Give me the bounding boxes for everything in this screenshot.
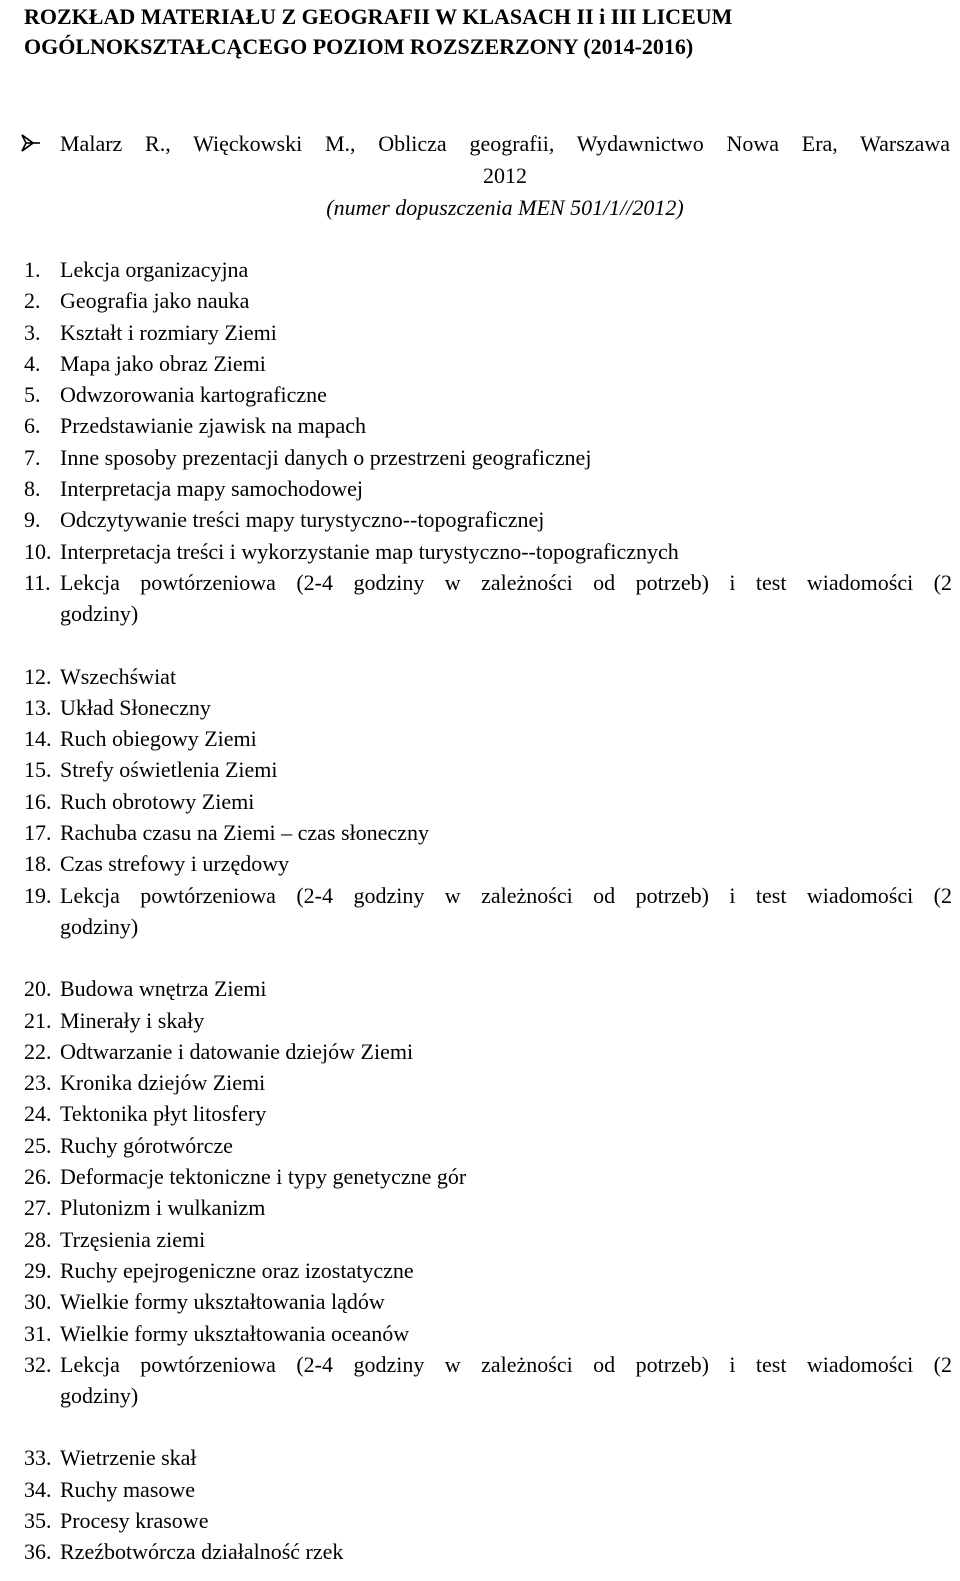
lesson-number: 6.: [24, 413, 41, 439]
lesson-text: Odwzorowania kartograficzne: [60, 382, 327, 408]
lesson-item: [24, 1098, 952, 1129]
lesson-number: 9.: [24, 507, 41, 533]
lesson-text: Tektonika płyt litosfery: [60, 1101, 267, 1127]
lesson-item: [24, 1036, 952, 1067]
lesson-text: Wietrzenie skał: [60, 1445, 197, 1471]
lesson-number: 28.: [24, 1226, 52, 1252]
lesson-text: Plutonizm i wulkanizm: [60, 1195, 266, 1221]
lesson-text: Inne sposoby prezentacji danych o przestrzeni geograficznej: [60, 444, 592, 470]
textbook-source: [20, 128, 950, 224]
lesson-number: 26.: [24, 1164, 52, 1190]
lesson-item: [24, 1286, 952, 1317]
lesson-item: [24, 1474, 952, 1505]
lesson-item: [24, 692, 952, 723]
source-citation: Malarz R., Więckowski M., Oblicza geografii, Wydawnictwo Nowa Era, Warszawa: [60, 131, 950, 156]
lesson-text: [60, 1349, 952, 1412]
lesson-text: Ruch obiegowy Ziemi: [60, 726, 257, 752]
lesson-item: [24, 504, 952, 535]
lesson-item: [24, 442, 952, 473]
source-text: [60, 128, 950, 224]
lesson-item: [24, 1255, 952, 1286]
lesson-text: Odtwarzanie i datowanie dziejów Ziemi: [60, 1038, 414, 1064]
lesson-number: 25.: [24, 1132, 52, 1158]
title-line-2: OGÓLNOKSZTAŁCĄCEGO POZIOM ROZSZERZONY (2014-2016): [24, 34, 694, 59]
lesson-item: [24, 1224, 952, 1255]
lesson-text: Lekcja organizacyjna: [60, 257, 249, 282]
lesson-item: [24, 817, 952, 848]
lesson-number: 10.: [24, 538, 52, 564]
lesson-number: 36.: [24, 1539, 52, 1565]
lesson-text: Rzeźbotwórcza działalność rzek: [60, 1539, 344, 1565]
source-year: 2012: [483, 163, 527, 188]
lesson-item: [24, 379, 952, 410]
lesson-number: 5.: [24, 382, 41, 408]
lesson-text: Kronika dziejów Ziemi: [60, 1070, 266, 1096]
lesson-text: Procesy krasowe: [60, 1507, 209, 1533]
lesson-number: 24.: [24, 1101, 52, 1127]
lesson-text: [60, 567, 952, 630]
lesson-number: 35.: [24, 1507, 52, 1533]
lesson-number: 30.: [24, 1289, 52, 1315]
lesson-text: Wielkie formy ukształtowania lądów: [60, 1289, 385, 1315]
lesson-item: [24, 1192, 952, 1223]
lesson-number: 3.: [24, 319, 41, 345]
lesson-text: Odczytywanie treści mapy turystyczno--topograficznej: [60, 507, 545, 533]
lesson-item: [24, 348, 952, 379]
lesson-text: Układ Słoneczny: [60, 694, 211, 720]
lesson-number: 22.: [24, 1038, 52, 1064]
lesson-text: Wielkie formy ukształtowania oceanów: [60, 1320, 410, 1346]
lesson-item: [24, 754, 952, 785]
lesson-text: Ruchy masowe: [60, 1476, 196, 1502]
lesson-text: Mapa jako obraz Ziemi: [60, 350, 266, 376]
lesson-number: 8.: [24, 476, 41, 502]
lesson-item: [24, 1067, 952, 1098]
source-approval-number: (numer dopuszczenia MEN 501/1//2012): [326, 195, 684, 220]
lesson-item: [24, 473, 952, 504]
lesson-item: [24, 1442, 952, 1473]
lesson-item: [24, 1536, 952, 1567]
lesson-number: 17.: [24, 820, 52, 846]
lesson-number: 29.: [24, 1257, 52, 1283]
lesson-item: [24, 723, 952, 754]
lesson-item: [24, 567, 952, 630]
lesson-text-line-2: godziny): [60, 601, 139, 627]
lesson-number: 19.: [24, 882, 52, 908]
lesson-number: 31.: [24, 1320, 52, 1346]
lesson-item: [24, 880, 952, 943]
lesson-number: 4.: [24, 350, 41, 376]
lesson-number: 2.: [24, 288, 41, 314]
lesson-number: 14.: [24, 726, 52, 752]
lesson-item: [24, 661, 952, 692]
lesson-text: Wszechświat: [60, 663, 177, 689]
lesson-text: Trzęsienia ziemi: [60, 1226, 206, 1252]
lesson-number: 27.: [24, 1195, 52, 1221]
lesson-text: Ruch obrotowy Ziemi: [60, 788, 255, 814]
lesson-number: 15.: [24, 757, 52, 783]
title-line-1: ROZKŁAD MATERIAŁU Z GEOGRAFII W KLASACH II i III LICEUM: [24, 4, 733, 29]
lesson-text-line-1: Lekcja powtórzeniowa (2-4 godziny w zależności od potrzeb) i test wiadomości (2: [60, 1351, 952, 1377]
lesson-item: [24, 848, 952, 879]
lesson-number: 11.: [24, 569, 51, 595]
lesson-number: 13.: [24, 694, 52, 720]
lesson-text: [60, 880, 952, 943]
lesson-item: [24, 410, 952, 441]
lesson-text-line-1: Lekcja powtórzeniowa (2-4 godziny w zależności od potrzeb) i test wiadomości (2: [60, 569, 952, 595]
lesson-text: Ruchy górotwórcze: [60, 1132, 233, 1158]
lesson-number: 12.: [24, 663, 52, 689]
lesson-item: [24, 973, 952, 1004]
lesson-item: [24, 317, 952, 348]
lesson-text: Interpretacja treści i wykorzystanie map turystyczno--topograficznych: [60, 538, 679, 564]
lesson-text: Budowa wnętrza Ziemi: [60, 976, 267, 1002]
lesson-number: 33.: [24, 1445, 52, 1471]
lesson-text-line-2: godziny): [60, 1383, 139, 1409]
lesson-item: [24, 1349, 952, 1412]
lesson-text-line-1: Lekcja powtórzeniowa (2-4 godziny w zależności od potrzeb) i test wiadomości (2: [60, 882, 952, 908]
lesson-item: [24, 1505, 952, 1536]
arrow-bullet-icon: [20, 132, 42, 154]
lesson-text-line-2: godziny): [60, 913, 139, 939]
lesson-text: Przedstawianie zjawisk na mapach: [60, 413, 367, 439]
lesson-item: [24, 1318, 952, 1349]
lesson-text: Ruchy epejrogeniczne oraz izostatyczne: [60, 1257, 414, 1283]
lesson-number: 7.: [24, 444, 41, 470]
lesson-item: [24, 536, 952, 567]
lesson-number: 32.: [24, 1351, 52, 1377]
lesson-number: 21.: [24, 1007, 52, 1033]
document-title: [24, 2, 944, 62]
lesson-item: [24, 786, 952, 817]
lesson-item: [24, 285, 952, 316]
lesson-number: 16.: [24, 788, 52, 814]
lesson-text: Minerały i skały: [60, 1007, 205, 1033]
lesson-number: 34.: [24, 1476, 52, 1502]
lesson-item: [24, 1161, 952, 1192]
lesson-text: Geografia jako nauka: [60, 288, 250, 314]
lesson-list: [24, 254, 952, 1568]
lesson-number: 20.: [24, 976, 52, 1002]
lesson-number: 18.: [24, 851, 52, 877]
lesson-item: [24, 1130, 952, 1161]
lesson-text: Interpretacja mapy samochodowej: [60, 476, 363, 502]
lesson-text: Strefy oświetlenia Ziemi: [60, 757, 278, 783]
lesson-text: Kształt i rozmiary Ziemi: [60, 319, 277, 345]
lesson-number: 1.: [24, 257, 41, 282]
lesson-number: 23.: [24, 1070, 52, 1096]
lesson-item: [24, 254, 952, 285]
lesson-text: Rachuba czasu na Ziemi – czas słoneczny: [60, 820, 429, 846]
lesson-item: [24, 1005, 952, 1036]
lesson-text: Czas strefowy i urzędowy: [60, 851, 290, 877]
lesson-text: Deformacje tektoniczne i typy genetyczne gór: [60, 1164, 467, 1190]
